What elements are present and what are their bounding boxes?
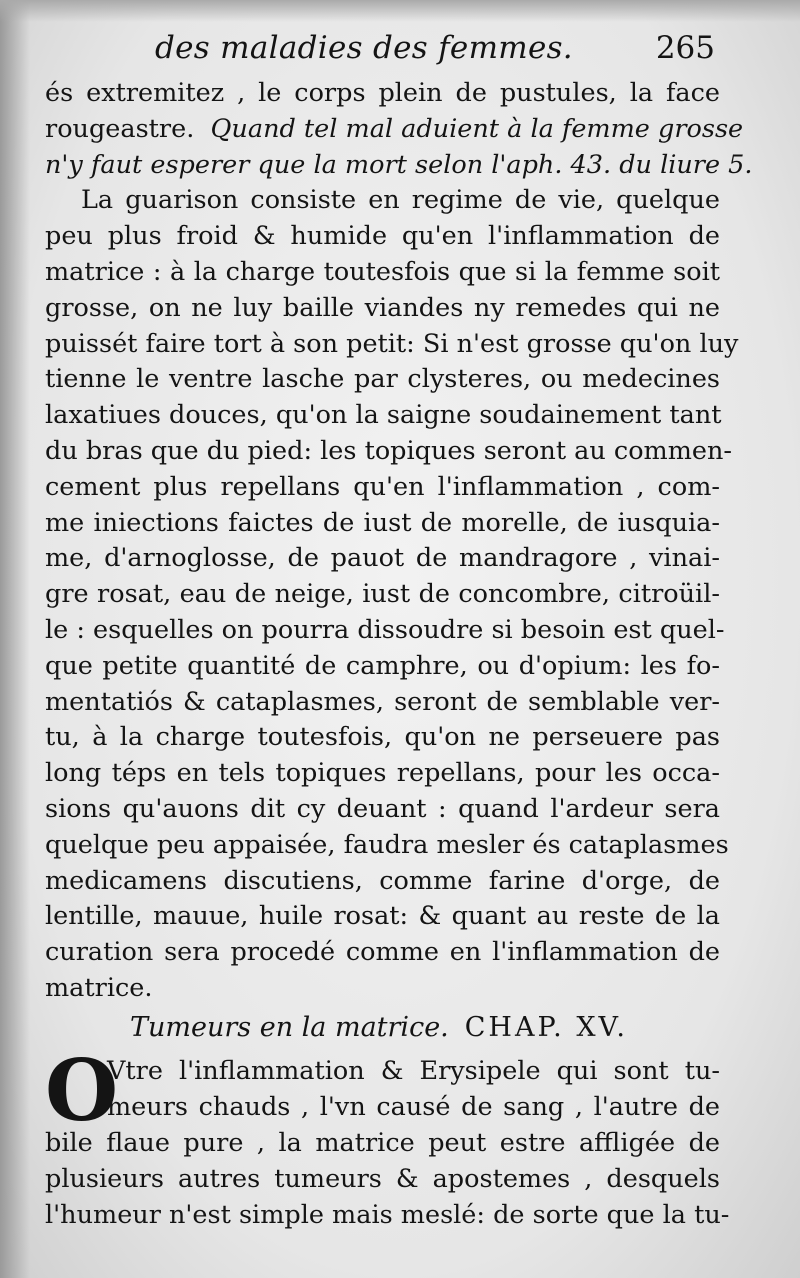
text-line [45, 112, 744, 148]
text-line: lentille, mauue, huile rosat: & quant au reste de la [45, 901, 720, 932]
text-line: du bras que du pied: les topiques seront au commen- [45, 435, 733, 466]
text-line: Vtre l'inflammation & Erysipele qui sont tu- [107, 1056, 720, 1086]
text-line: cement plus repellans qu'en l'inflammation , com- [45, 471, 720, 502]
drop-cap: O [45, 1041, 119, 1140]
chapter-title: Tumeurs en la matrice. [130, 1012, 449, 1043]
page-shadow-left [0, 0, 30, 1278]
text-line: quelque peu appaisée, faudra mesler és cataplasmes [45, 829, 729, 860]
paragraph-1 [45, 76, 753, 1007]
text-line: meurs chauds , l'vn causé de sang , l'autre de [107, 1092, 720, 1122]
text-line: gre rosat, eau de neige, iust de concombre, citroüil- [45, 579, 720, 610]
chapter-heading [130, 1012, 730, 1052]
page-number: 265 [655, 30, 715, 66]
page-shadow-top [0, 0, 800, 22]
text-line: és extremitez , le corps plein de pustules, la face [45, 78, 720, 108]
text-line: bile flaue pure , la matrice peut estre affligée de [45, 1128, 720, 1158]
text-line: plusieurs autres tumeurs & apostemes , desquels [45, 1164, 720, 1194]
text-line: matrice : à la charge toutesfois que si la femme soit [45, 256, 720, 287]
text-line: curation sera procedé comme en l'inflammation de [45, 937, 720, 968]
paragraph-2 [45, 1041, 730, 1233]
text-line: l'humeur n'est simple mais meslé: de sorte que la tu- [45, 1200, 730, 1230]
text-line: puissét faire tort à son petit: Si n'est grosse qu'on luy [45, 328, 739, 359]
text-line: mentatiós & cataplasmes, seront de semblable ver- [45, 686, 720, 717]
text-line: laxatiues douces, qu'on la saigne soudainement tant [45, 400, 722, 431]
text-line: sions qu'auons dit cy deuant : quand l'ardeur sera [45, 793, 720, 824]
page-header [155, 30, 715, 70]
text-line: matrice. [45, 972, 153, 1003]
italic-text: Quand tel mal aduient à la femme grosse [210, 113, 744, 144]
text-line: La guarison consiste en regime de vie, quelque [81, 185, 720, 216]
text-line: peu plus froid & humide qu'en l'inflammation de [45, 221, 720, 252]
text-line: me, d'arnoglosse, de pauot de mandragore , vinai- [45, 543, 720, 574]
text-line: le : esquelles on pourra dissoudre si besoin est quel- [45, 614, 725, 645]
running-title: des maladies des femmes. [155, 30, 573, 66]
chapter-number: CHAP. XV. [464, 1012, 628, 1043]
italic-text-line: n'y faut esperer que la mort selon l'aph. 43. du liure 5. [45, 149, 753, 180]
text-line: me iniections faictes de iust de morelle, de iusquia- [45, 507, 720, 538]
text-line: tu, à la charge toutesfois, qu'on ne perseuere pas [45, 722, 720, 753]
text-line: grosse, on ne luy baille viandes ny remedes qui ne [45, 292, 720, 323]
text-line: que petite quantité de camphre, ou d'opium: les fo- [45, 650, 720, 681]
text-fragment: rougeastre. [45, 113, 195, 144]
text-line: long téps en tels topiques repellans, pour les occa- [45, 758, 720, 789]
text-line: tienne le ventre lasche par clysteres, ou medecines [45, 364, 720, 395]
text-line: medicamens discutiens, comme farine d'orge, de [45, 865, 720, 896]
